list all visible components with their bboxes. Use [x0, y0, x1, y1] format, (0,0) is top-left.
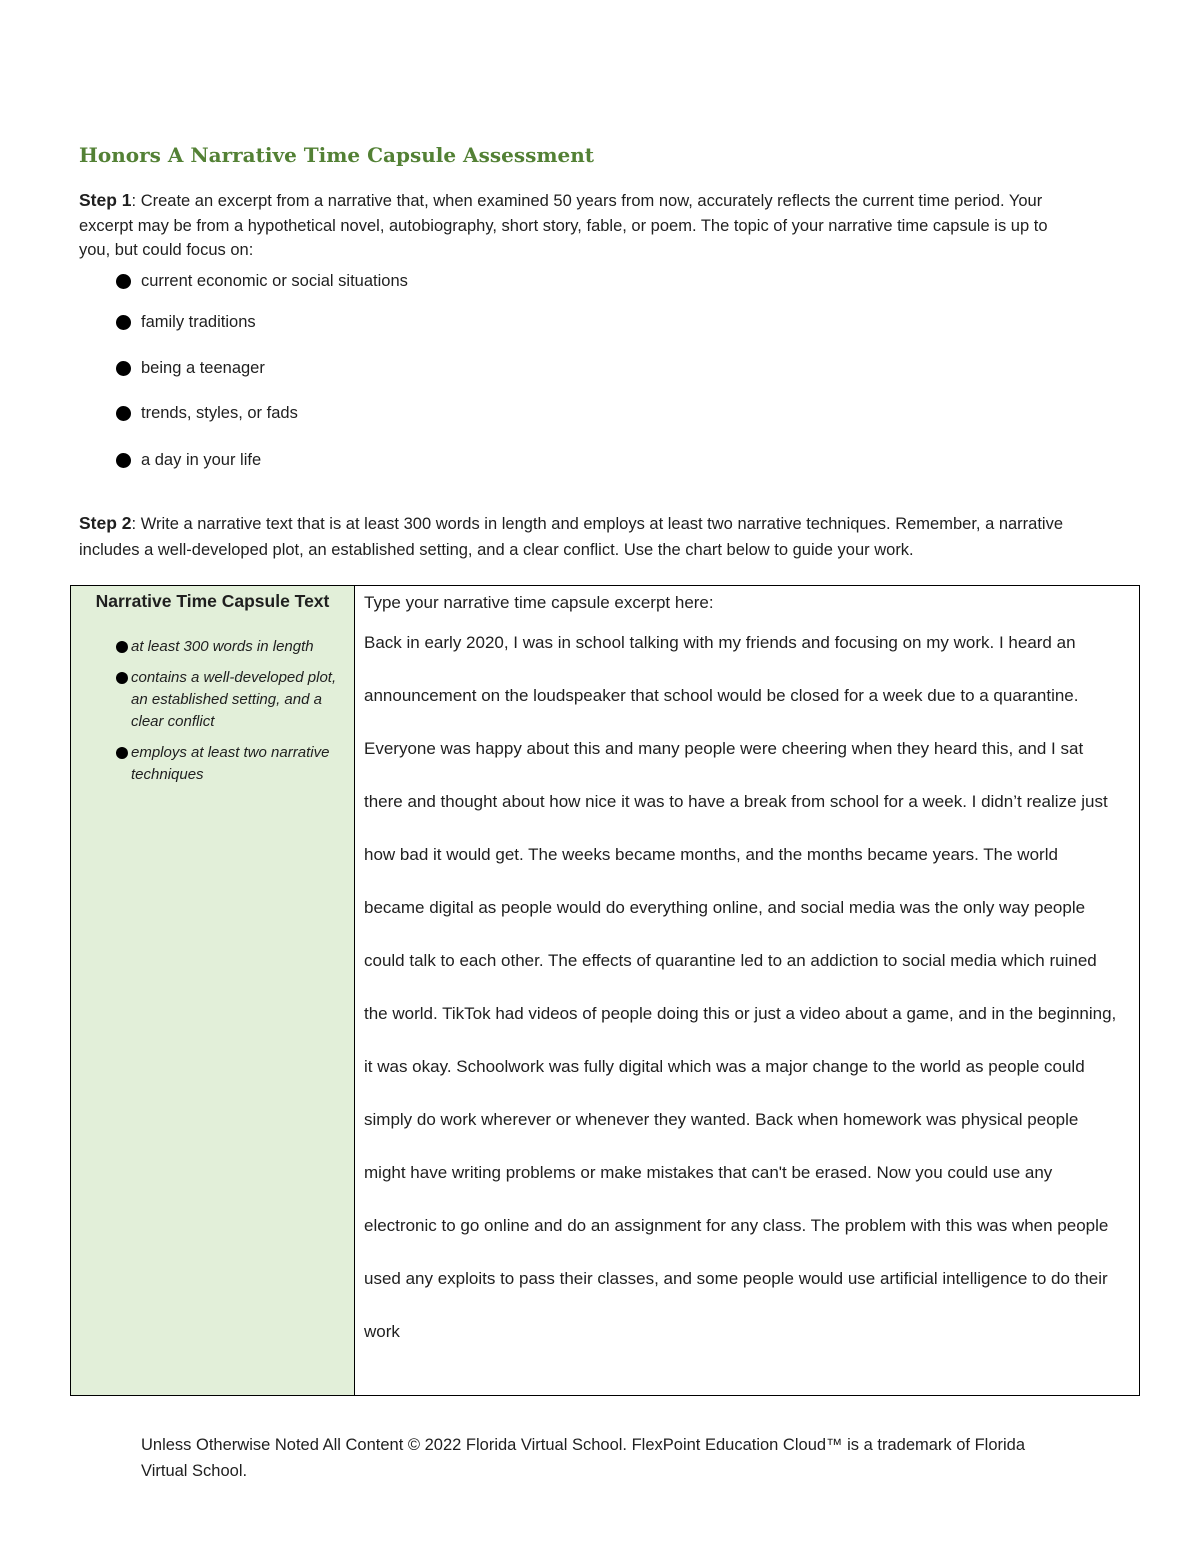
- requirements-list: [71, 636, 354, 786]
- step-2-paragraph: [79, 510, 1079, 563]
- bullet-icon: [116, 672, 128, 684]
- bullet-icon: [116, 361, 131, 376]
- topic-item: current economic or social situations: [116, 272, 408, 291]
- copyright-footer: Unless Otherwise Noted All Content © 2022 Florida Virtual School. FlexPoint Education Cloud™ is a trademark of Florida Virtual School.: [141, 1436, 1026, 1480]
- step-1-label: Step 1: [79, 190, 132, 210]
- bullet-icon: [116, 274, 131, 289]
- narrative-chart: [70, 585, 1140, 1396]
- chart-left-heading: Narrative Time Capsule Text: [95, 591, 330, 611]
- bullet-icon: [116, 315, 131, 330]
- topic-item: being a teenager: [116, 359, 265, 378]
- bullet-icon: [116, 406, 131, 421]
- excerpt-cell[interactable]: [355, 586, 1140, 1396]
- excerpt-text[interactable]: Back in early 2020, I was in school talking with my friends and focusing on my work. I heard an announcement on the loudspeaker that school would be closed for a week due to a quarantine. Everyone was happy about this and many people were cheering when they heard this, and I sat there and thought about how nice it was to have a break from school for a week. I didn’t realize just how bad it would get. The weeks became months, and the months became years. The world became digital as people would do everything online, and social media was the only way people could talk to each other. The effects of quarantine led to an addiction to social media which ruined the world. TikTok had videos of people doing this or just a video about a game, and in the beginning, it was okay. Schoolwork was fully digital which was a major change to the world as people could simply do work wherever or whenever they wanted. Back when homework was physical people might have writing problems or make mistakes that can't be erased. Now you could use any electronic to go online and do an assignment for any class. The problem with this was when people used any exploits to pass their classes, and some people would use artificial intelligence to do their work: [364, 633, 1117, 1341]
- bullet-icon: [116, 641, 128, 653]
- requirement-item: at least 300 words in length: [71, 636, 354, 658]
- step-2-text: : Write a narrative text that is at least 300 words in length and employs at least two narrative techniques. Remember, a narrative includes a well-developed plot, an established setting, and a clear conflict. Use the chart below to guide your work.: [79, 515, 1064, 559]
- page-title: Honors A Narrative Time Capsule Assessment: [79, 143, 594, 167]
- topic-item: a day in your life: [116, 451, 261, 470]
- requirements-cell: [71, 586, 355, 1396]
- requirement-item: employs at least two narrative techniques: [71, 742, 354, 786]
- topic-item: family traditions: [116, 313, 256, 332]
- step-1-paragraph: [79, 188, 1079, 263]
- topic-item: trends, styles, or fads: [116, 404, 298, 423]
- excerpt-prompt: Type your narrative time capsule excerpt here:: [364, 593, 714, 612]
- step-2-label: Step 2: [79, 513, 132, 533]
- bullet-icon: [116, 747, 128, 759]
- step-1-text: : Create an excerpt from a narrative that, when examined 50 years from now, accurately reflects the current time period. Your excerpt may be from a hypothetical novel, autobiography, short story, fable, or poem. The topic of your narrative time capsule is up to you, but could focus on:: [79, 192, 1048, 259]
- chart-row: [71, 586, 1140, 1396]
- bullet-icon: [116, 453, 131, 468]
- requirement-item: contains a well-developed plot, an established setting, and a clear conflict: [71, 667, 354, 733]
